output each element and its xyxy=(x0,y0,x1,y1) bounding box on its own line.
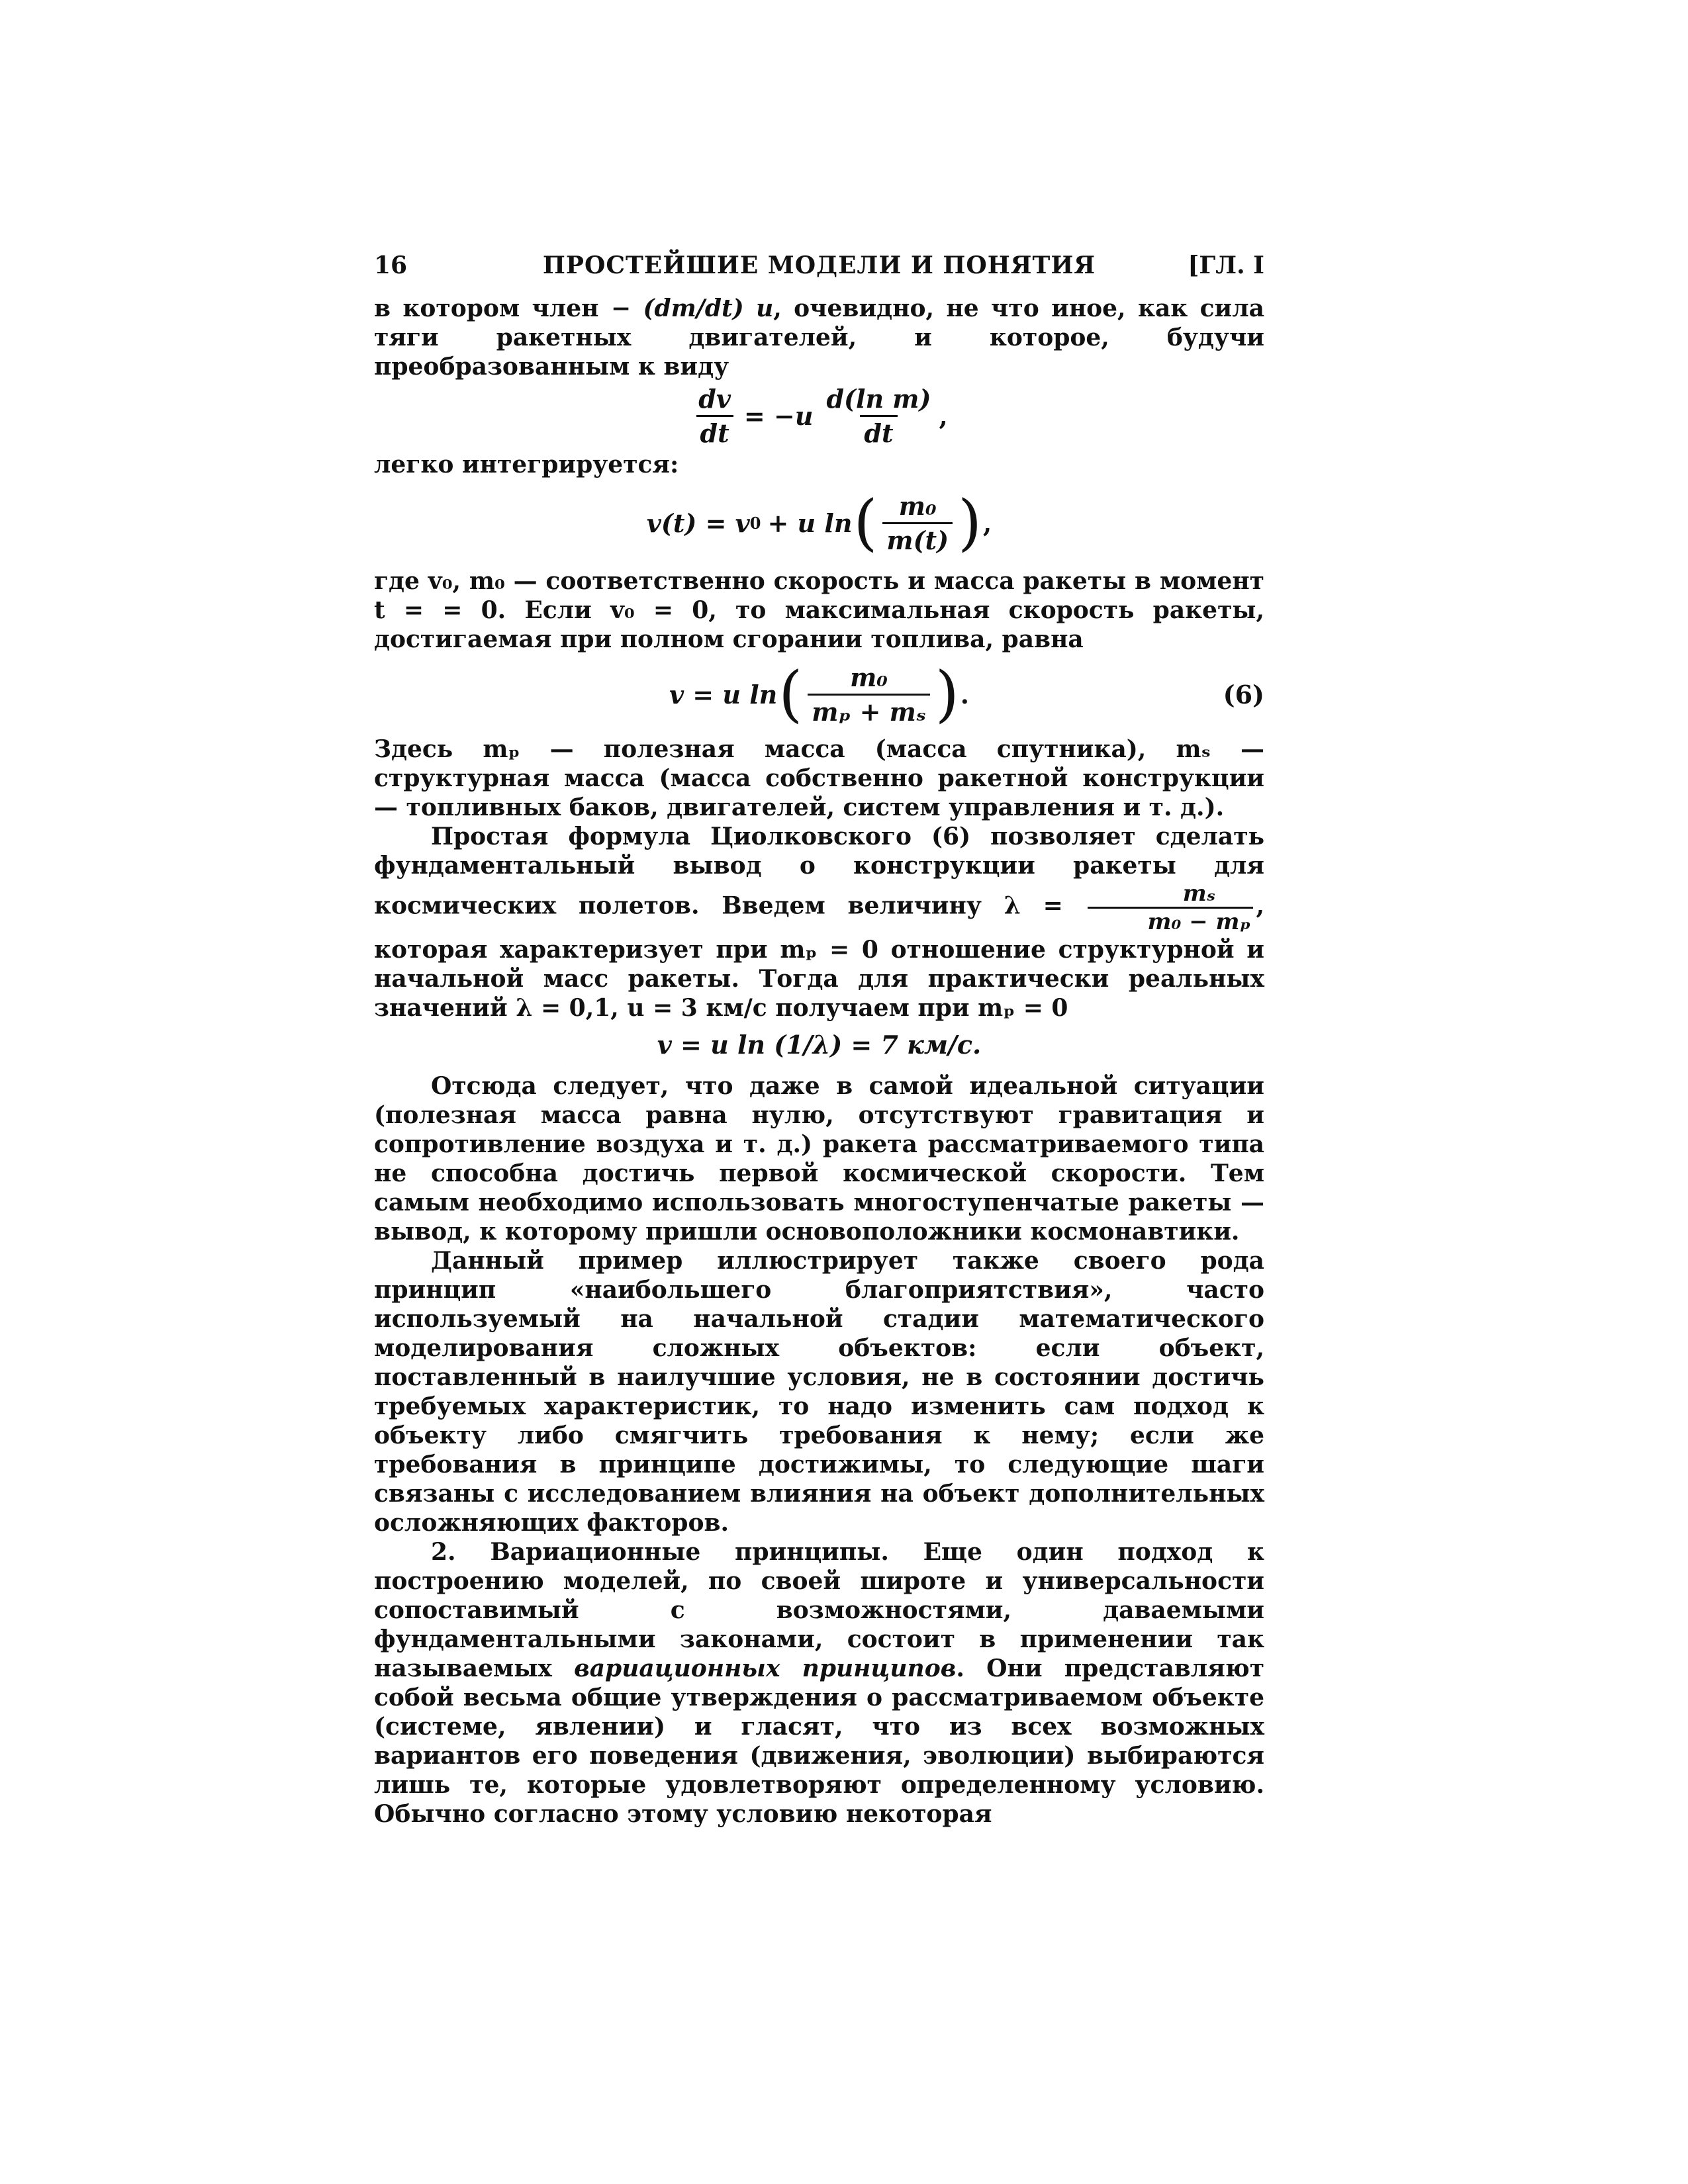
page-number: 16 xyxy=(374,251,408,279)
paragraph-7: Данный пример иллюстрирует также своего рода принцип «наибольшего благоприятствия», часто используемый на начальной стадии математического моделирования сложных объектов: если объект, поставленный в наилучшие условия, не в состоянии достичь требуемых характеристик, то надо изменить сам подход к объекту либо смягчить требования к нему; если же требования в принципе достижимы, то следующие шаги связаны с исследованием влияния на объект дополнительных осложняющих факторов. xyxy=(374,1247,1264,1537)
paragraph-3: где v₀, m₀ — соответственно скорость и масса ракеты в момент t = = 0. Если v₀ = 0, то максимальная скорость ракеты, достигаемая при полном сгорании топлива, равна xyxy=(374,567,1264,653)
paragraph-5: Простая формула Циолковского (6) позволяет сделать фундаментальный вывод о конструкции ракеты для космических полетов. Введем величину λ = $\frac{\text{mₛ}}{\text{m₀ − mₚ}}$ , которая характеризует при mₚ = 0 отношение структурной и начальной масс ракеты. Тогда для практически реальных значений λ = 0,1, u = 3 км/с получаем при mₚ = 0 xyxy=(374,823,1264,1022)
running-title: ПРОСТЕЙШИЕ МОДЕЛИ И ПОНЯТИЯ xyxy=(542,251,1096,279)
equation-number: (6) xyxy=(1223,679,1264,709)
equation-final-velocity: v = u ln (1/λ) = 7 км/с. xyxy=(657,1029,982,1060)
equation-velocity-time: v(t) = v 0 + u ln ( $\frac{\text{m₀}}{m(t)}$ ) , xyxy=(646,487,992,558)
paragraph-2: легко интегрируется: xyxy=(374,451,679,478)
section-heading: 2. Вариационные принципы. xyxy=(431,1538,889,1566)
paragraph-6: Отсюда следует, что даже в самой идеальной ситуации (полезная масса равна нулю, отсутствуют гравитация и сопротивление воздуха и т. д.) ракета рассматриваемого типа не способна достичь первой космической скорости. Тем самым необходимо использовать многоступенчатые ракеты — вывод, к которому пришли основоположники космонавтики. xyxy=(374,1072,1264,1246)
chapter-label: [ГЛ. I xyxy=(1188,251,1264,279)
paragraph-1: в котором член − (dm/dt) u, очевидно, не что иное, как сила тяги ракетных двигателей, и которое, будучи преобразованным к виду xyxy=(374,295,1264,381)
paragraph-8: 2. Вариационные принципы. Еще один подход к построению моделей, по своей широте и универсальности сопоставимый с возможностями, даваемыми фундаментальными законами, состоит в применении так называемых вариационных принципов. Они представляют собой весьма общие утверждения о рассматриваемом объекте (системе, явлении) и гласят, что из всех возможных вариантов его поведения (движения, эволюции) выбираются лишь те, которые удовлетворяют определенному условию. Обычно согласно этому условию некоторая xyxy=(374,1538,1265,1828)
running-header xyxy=(374,251,1264,294)
book-page xyxy=(374,251,1264,1829)
paragraph-4: Здесь mₚ — полезная масса (масса спутника), mₛ — структурная масса (масса собственно ракетной конструкции — топливных баков, двигателей, систем управления и т. д.). xyxy=(374,735,1264,821)
equation-6: v = u ln ( $\frac{\text{m₀}}{\text{mₚ + mₛ}}$ ) . (6) xyxy=(669,659,1264,729)
equation-dv-dt: $\frac{dv}{dt}$ = −u $\frac{\text{d(ln m)}}{dt}$ , xyxy=(374,381,1264,450)
